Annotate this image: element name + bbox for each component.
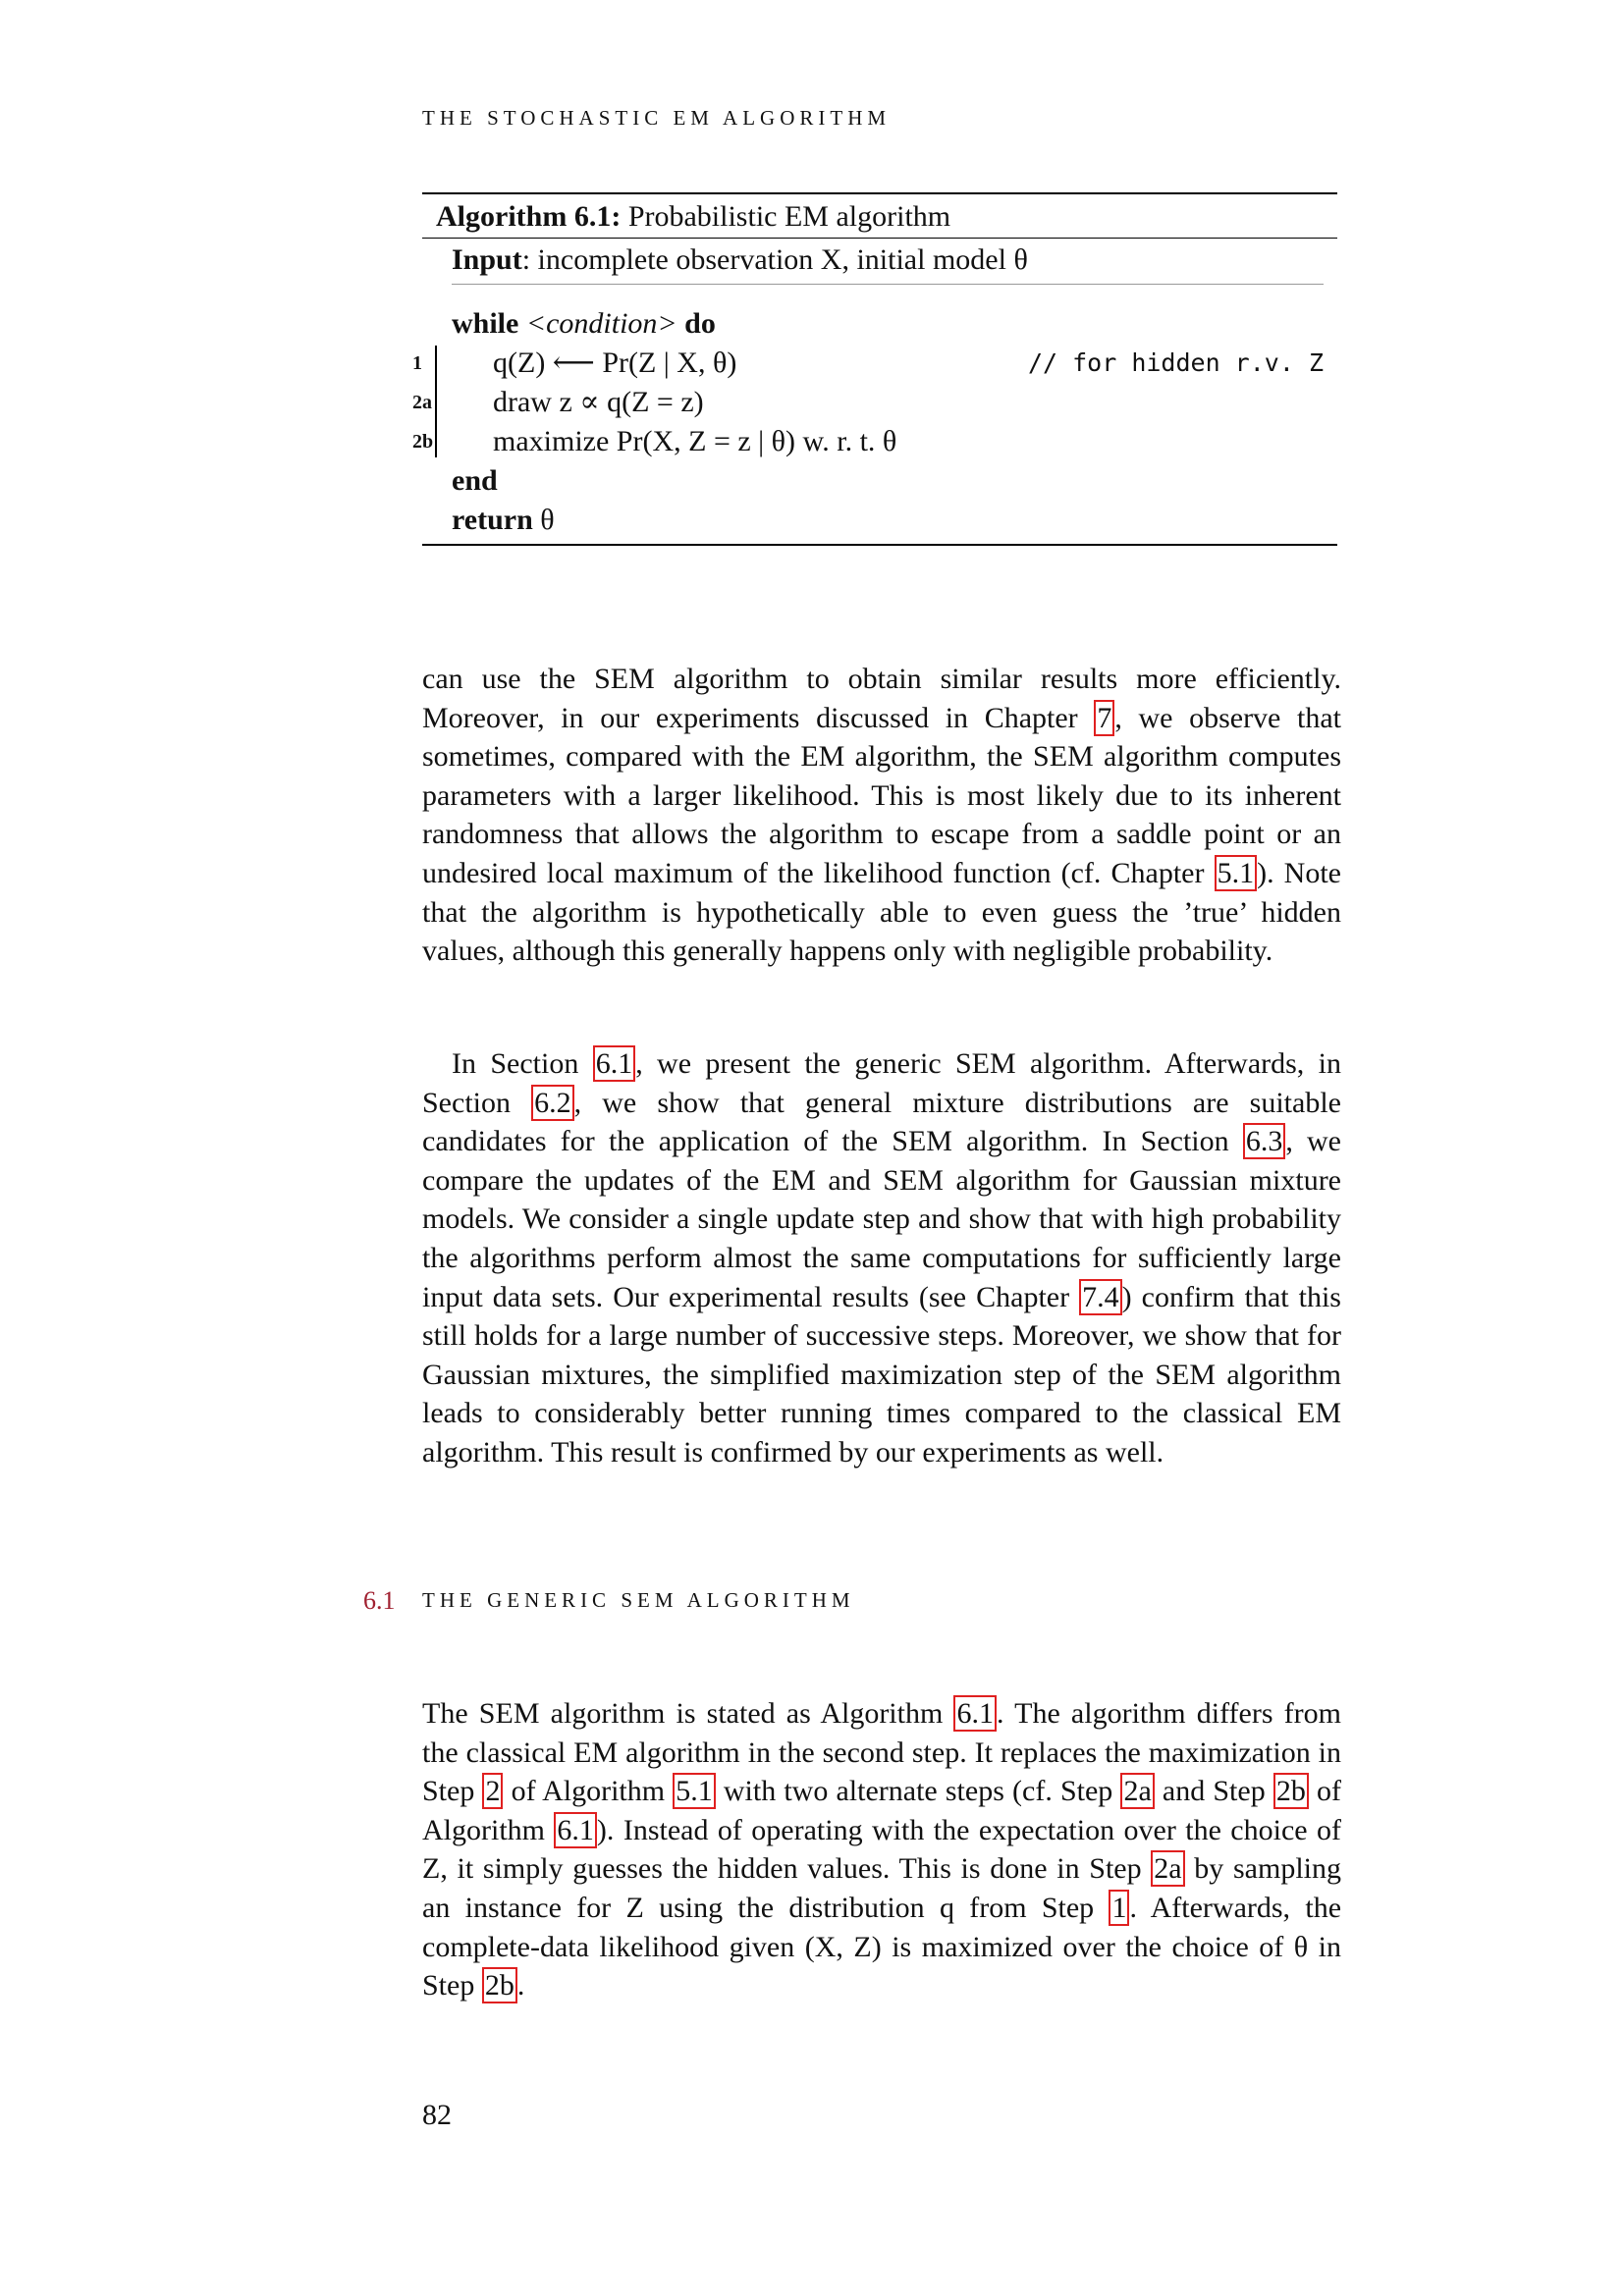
- input-text: : incomplete observation X, initial model θ: [521, 243, 1028, 276]
- chapter-link[interactable]: 7: [1094, 700, 1114, 736]
- paragraph-1: [422, 660, 1341, 971]
- algorithm-bottom-rule: [422, 544, 1337, 546]
- text-run: with two alternate steps (cf. Step: [715, 1775, 1121, 1808]
- line-statement: maximize Pr(X, Z = z | θ) w. r. t. θ: [493, 425, 897, 457]
- step-link[interactable]: 1: [1109, 1890, 1129, 1926]
- algorithm-caption: [422, 194, 1337, 238]
- while-condition: <condition>: [525, 307, 677, 340]
- text-run: .: [516, 1969, 525, 2002]
- paragraph-text: [422, 1044, 1341, 1472]
- return-keyword: return: [452, 504, 533, 536]
- line-number: 2b: [412, 431, 434, 453]
- text-run: of Algorithm: [503, 1775, 674, 1808]
- text-run: by sampling an instance for Z using the distribution q from Step: [422, 1852, 1341, 1924]
- while-keyword: while: [452, 307, 519, 340]
- section-number: 6.1: [363, 1586, 396, 1615]
- algorithm-input: [422, 239, 1337, 282]
- text-run: . The algorithm differs from the classical EM algorithm in the second step. It replaces the maximization in Step: [422, 1697, 1341, 1808]
- step-link[interactable]: 2a: [1151, 1850, 1184, 1887]
- chapter-link[interactable]: 7.4: [1079, 1279, 1122, 1315]
- text-run: ). Note that the algorithm is hypothetically able to even guess the ’true’ hidden values, although this generally happens only with negligible probability.: [422, 856, 1341, 968]
- paragraph-text: [422, 660, 1341, 971]
- text-run: . Afterwards, the complete-data likelihood given (X, Z) is maximized over the choice of θ in Step: [422, 1891, 1342, 2002]
- algorithm-caption-text: Probabilistic EM algorithm: [627, 200, 951, 233]
- algorithm-caption-label: Algorithm 6.1:: [436, 200, 622, 233]
- text-run: , we show that general mixture distributions are suitable candidates for the application of the SEM algorithm. In Section: [422, 1086, 1341, 1158]
- algorithm-line-1: [412, 344, 1337, 383]
- end-keyword: end: [452, 464, 498, 497]
- line-statement: q(Z) ⟵ Pr(Z | X, θ): [493, 347, 737, 379]
- text-run: , we present the generic SEM algorithm. Afterwards, in Section: [422, 1047, 1341, 1119]
- line-number: 1: [412, 352, 422, 374]
- algorithm-link[interactable]: 6.1: [554, 1812, 597, 1848]
- text-run: ) confirm that this still holds for a large number of successive steps. Moreover, we show that for Gaussian mixtures, the simplified maximization step of the SEM algorithm leads to considerably better running times compared to the classical EM algorithm. This result is confirmed by our experiments as well.: [422, 1280, 1341, 1468]
- section-link[interactable]: 6.1: [593, 1045, 636, 1082]
- text-run: , we compare the updates of the EM and SEM algorithm for Gaussian mixture models. We consider a single update step and show that with high probability the algorithms perform almost the same computations for sufficiently large input data sets. Our experimental results (see Chapter: [422, 1125, 1341, 1313]
- algorithm-line-2a: [412, 383, 1337, 422]
- algorithm-line-2b: [412, 422, 1337, 461]
- line-comment: // for hidden r.v. Z: [1027, 348, 1324, 377]
- input-label: Input: [452, 243, 522, 276]
- end-line: [452, 461, 1337, 501]
- step-link[interactable]: 2: [482, 1773, 503, 1809]
- section-heading: [363, 1586, 855, 1616]
- step-link[interactable]: 2b: [482, 1967, 517, 2003]
- text-run: In Section: [452, 1047, 593, 1080]
- paragraph-2: [422, 1044, 1341, 1472]
- step-link[interactable]: 2a: [1120, 1773, 1154, 1809]
- while-line: [452, 304, 1337, 344]
- page-number: 82: [422, 2099, 452, 2131]
- algorithm-box: [412, 192, 1337, 546]
- text-run: ). Instead of operating with the expectation over the choice of Z, it simply guesses the hidden values. This is done in Step: [422, 1813, 1341, 1886]
- section-link[interactable]: 6.3: [1243, 1123, 1286, 1159]
- return-value: θ: [540, 504, 555, 536]
- algorithm-link[interactable]: 6.1: [953, 1695, 997, 1732]
- algorithm-link[interactable]: 5.1: [673, 1773, 716, 1809]
- algorithm-body: [412, 285, 1337, 540]
- line-statement: draw z ∝ q(Z = z): [493, 386, 704, 418]
- text-run: of Algorithm: [422, 1775, 1341, 1846]
- do-keyword: do: [684, 307, 716, 340]
- section-title: THE GENERIC SEM ALGORITHM: [422, 1588, 855, 1612]
- text-run: , we observe that sometimes, compared with the EM algorithm, the SEM algorithm computes parameters with a larger likelihood. This is most likely due to its inherent randomness that allows the algorithm to escape from a saddle point or an undesired local maximum of the likelihood function (cf. Chapter: [422, 701, 1341, 889]
- text-run: The SEM algorithm is stated as Algorithm: [422, 1697, 954, 1730]
- step-link[interactable]: 2b: [1273, 1773, 1309, 1809]
- line-number: 2a: [412, 392, 432, 413]
- paragraph-text: [422, 1694, 1341, 2005]
- text-run: can use the SEM algorithm to obtain similar results more efficiently. Moreover, in our experiments discussed in Chapter: [422, 663, 1341, 734]
- section-link[interactable]: 6.2: [531, 1085, 574, 1121]
- return-line: [452, 501, 1337, 540]
- chapter-link[interactable]: 5.1: [1215, 855, 1258, 891]
- text-run: and Step: [1154, 1775, 1273, 1808]
- running-head: THE STOCHASTIC EM ALGORITHM: [422, 106, 892, 130]
- paragraph-3: [422, 1694, 1341, 2005]
